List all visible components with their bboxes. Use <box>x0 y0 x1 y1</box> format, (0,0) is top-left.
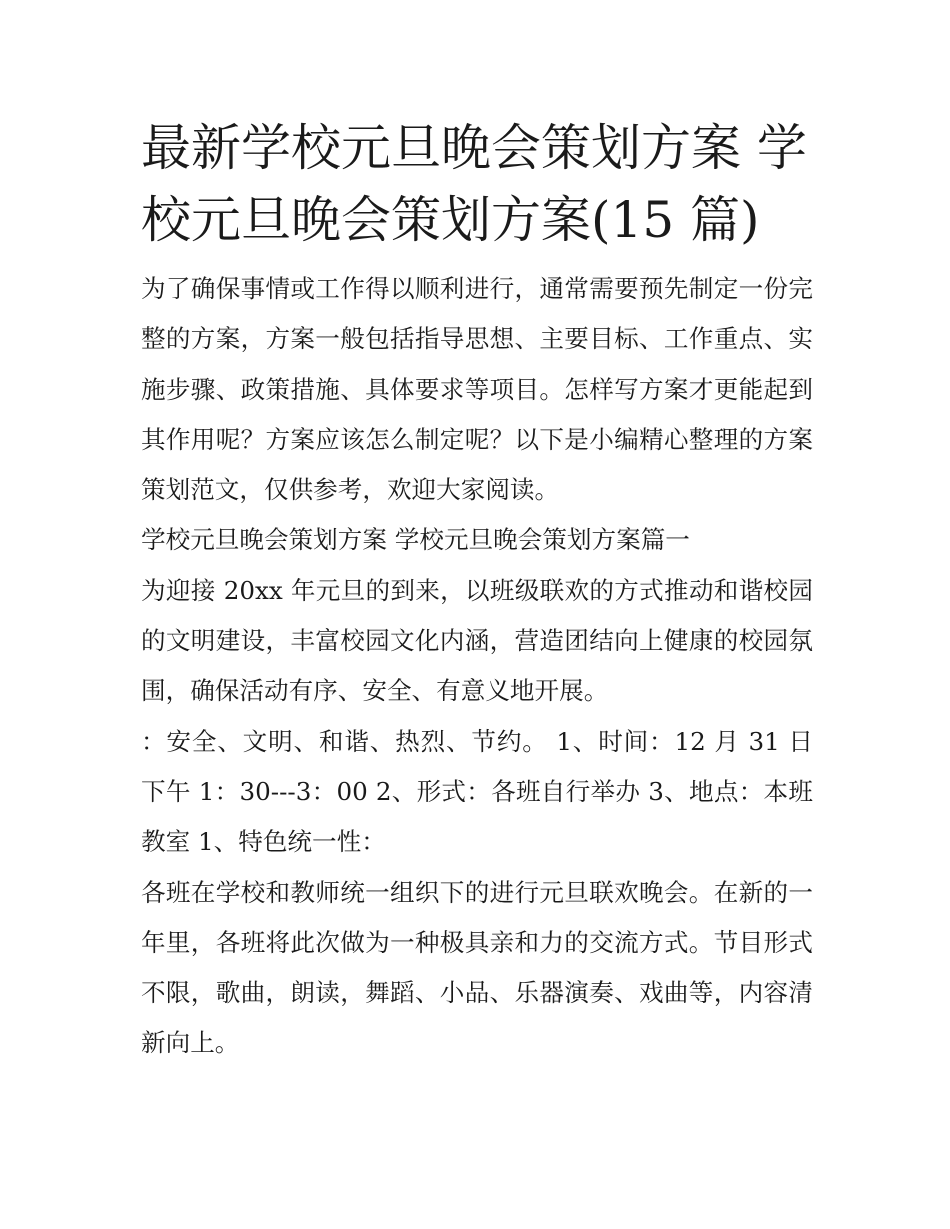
section-heading: 学校元旦晚会策划方案 学校元旦晚会策划方案篇一 <box>141 525 690 555</box>
intro-paragraph: 为了确保事情或工作得以顺利进行，通常需要预先制定一份完整的方案，方案一般包括指导思想、主要目标、工作重点、实施步骤、政策措施、具体要求等项目。怎样写方案才更能起到其作用呢？方案应该怎么制定呢？以下是小编精心整理的方案策划范文，仅供参考，欢迎大家阅读。 <box>141 274 813 505</box>
document-page <box>141 112 813 1069</box>
content-paragraph: 各班在学校和教师统一组织下的进行元旦联欢晚会。在新的一年里，各班将此次做为一种极具亲和力的交流方式。节目形式不限，歌曲，朗读，舞蹈、小品、乐器演奏、戏曲等，内容清新向上。 <box>141 877 813 1058</box>
theme-time-paragraph: ：安全、文明、和谐、热烈、节约。 1、时间：12 月 31 日下午 1：30---3：00 2、形式：各班自行举办 3、地点：本班教室 1、特色统一性： <box>141 726 813 857</box>
purpose-paragraph: 为迎接 20xx 年元旦的到来，以班级联欢的方式推动和谐校园的文明建设，丰富校园文化内涵，营造团结向上健康的校园氛围，确保活动有序、安全、有意义地开展。 <box>141 575 813 706</box>
document-title: 最新学校元旦晚会策划方案 学校元旦晚会策划方案(15 篇) <box>141 119 807 249</box>
